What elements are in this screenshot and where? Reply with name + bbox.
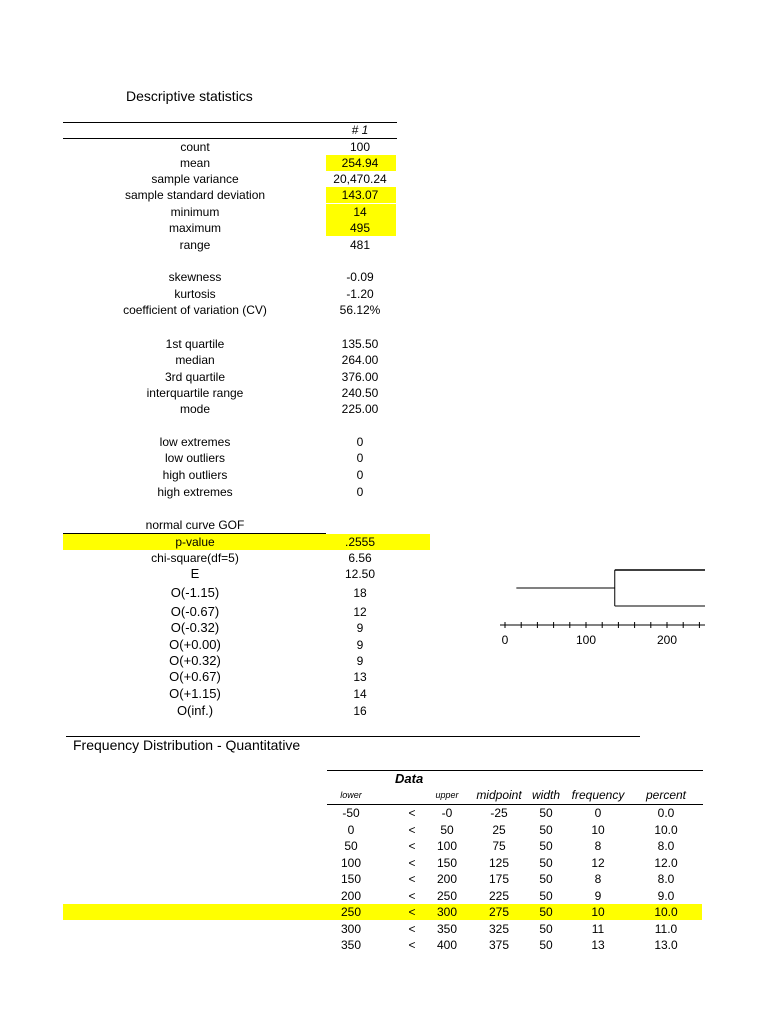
- gof-value: 9: [356, 638, 364, 652]
- stat-value: 254.94: [341, 156, 379, 170]
- frequency-cell: 250: [340, 905, 362, 919]
- frequency-cell: 10.0: [654, 822, 678, 837]
- gof-value: 16: [353, 704, 367, 718]
- frequency-cell: <: [408, 905, 416, 919]
- frequency-cell: 50: [539, 888, 553, 903]
- stat-value: 20,470.24: [333, 172, 387, 186]
- frequency-cell: 0: [594, 806, 602, 820]
- gof-label: E: [190, 566, 200, 581]
- gof-label: O(-0.32): [170, 620, 220, 635]
- boxplot: [500, 560, 705, 655]
- boxplot-tick-label: 200: [656, 633, 678, 647]
- frequency-cell: 11.0: [654, 921, 678, 936]
- column-header: # 1: [351, 123, 369, 137]
- stat-label: low extremes: [159, 435, 231, 449]
- frequency-cell: 300: [340, 921, 362, 936]
- frequency-cell: <: [408, 888, 416, 903]
- gof-label: chi-square(df=5): [151, 551, 239, 565]
- gof-label: O(+0.67): [169, 669, 221, 684]
- frequency-cell: 50: [440, 822, 454, 837]
- frequency-cell: 150: [436, 855, 458, 870]
- frequency-cell: 12: [591, 855, 605, 870]
- frequency-cell: 50: [539, 839, 553, 853]
- frequency-cell: 225: [488, 888, 510, 903]
- frequency-cell: 50: [539, 921, 553, 936]
- gof-label: O(-1.15): [170, 585, 220, 600]
- stat-label: coefficient of variation (CV): [123, 303, 267, 317]
- frequency-cell: 0: [347, 822, 355, 837]
- frequency-cell: <: [408, 855, 416, 870]
- stat-label: minimum: [170, 205, 220, 219]
- stat-label: sample variance: [151, 172, 239, 186]
- frequency-cell: 8: [594, 872, 602, 886]
- stat-label: mode: [179, 402, 211, 416]
- frequency-cell: 375: [488, 938, 510, 952]
- stat-value: 0: [356, 451, 364, 465]
- frequency-cell: <: [408, 822, 416, 837]
- frequency-cell: 200: [436, 872, 458, 886]
- frequency-column-header: lower: [340, 790, 362, 800]
- frequency-cell: 150: [340, 872, 362, 886]
- gof-value: 14: [353, 687, 367, 701]
- frequency-cell: 50: [539, 905, 553, 919]
- frequency-cell: 0.0: [657, 806, 675, 820]
- frequency-cell: 50: [539, 822, 553, 837]
- frequency-cell: 8: [594, 839, 602, 853]
- frequency-column-header: percent: [645, 788, 687, 802]
- frequency-cell: 8.0: [657, 872, 675, 886]
- gof-label: O(+1.15): [169, 686, 221, 701]
- gof-label: O(+0.32): [169, 653, 221, 668]
- frequency-cell: 125: [488, 855, 510, 870]
- gof-label: O(inf.): [176, 703, 214, 718]
- gof-value: 12.50: [344, 567, 376, 581]
- frequency-column-header: upper: [435, 790, 459, 800]
- stat-value: 14: [353, 205, 367, 219]
- frequency-cell: 9.0: [657, 888, 675, 903]
- stat-label: 3rd quartile: [164, 370, 226, 384]
- stat-value: 495: [349, 221, 371, 235]
- frequency-cell: 50: [539, 938, 553, 952]
- frequency-cell: 100: [436, 839, 458, 853]
- stat-label: interquartile range: [146, 386, 244, 400]
- stat-value: 240.50: [341, 386, 379, 400]
- frequency-cell: <: [408, 806, 416, 820]
- frequency-cell: 13: [591, 938, 605, 952]
- frequency-cell: 325: [488, 921, 510, 936]
- frequency-cell: -50: [342, 806, 360, 820]
- boxplot-tick-label: 0: [501, 633, 509, 647]
- frequency-cell: 10: [591, 905, 605, 919]
- gof-label: O(+0.00): [169, 637, 221, 652]
- gof-value: 18: [353, 586, 367, 600]
- frequency-cell: 350: [436, 921, 458, 936]
- frequency-top-rule: [327, 770, 703, 771]
- frequency-cell: -25: [490, 806, 508, 820]
- stat-label: skewness: [168, 270, 222, 284]
- frequency-cell: <: [408, 872, 416, 886]
- stat-label: mean: [179, 156, 211, 170]
- frequency-cell: -0: [441, 806, 453, 820]
- gof-value: 9: [356, 654, 364, 668]
- frequency-cell: 75: [492, 839, 506, 853]
- gof-value: 6.56: [348, 551, 372, 565]
- gof-value: 9: [356, 621, 364, 635]
- frequency-column-header: frequency: [571, 788, 625, 802]
- frequency-cell: 10: [591, 822, 605, 837]
- frequency-cell: 12.0: [654, 855, 678, 870]
- frequency-cell: 175: [488, 872, 510, 886]
- frequency-cell: <: [408, 921, 416, 936]
- frequency-title: Frequency Distribution - Quantitative: [73, 737, 301, 753]
- stat-label: sample standard deviation: [124, 188, 266, 202]
- stat-value: 481: [349, 238, 371, 252]
- stat-value: 0: [356, 468, 364, 482]
- frequency-cell: <: [408, 839, 416, 853]
- frequency-cell: 100: [340, 855, 362, 870]
- stat-label: range: [179, 238, 211, 252]
- frequency-cell: 250: [436, 888, 458, 903]
- frequency-column-header: midpoint: [476, 788, 522, 802]
- frequency-cell: 8.0: [657, 839, 675, 853]
- boxplot-tick-label: 100: [575, 633, 597, 647]
- frequency-cell: 9: [594, 888, 602, 903]
- stat-label: maximum: [168, 221, 221, 235]
- frequency-title-rule: [66, 736, 640, 737]
- frequency-cell: 50: [539, 806, 553, 820]
- frequency-cell: 25: [492, 822, 506, 837]
- stat-value: 225.00: [341, 402, 379, 416]
- gof-label: O(-0.67): [170, 604, 220, 619]
- gof-label: p-value: [175, 535, 215, 549]
- stat-value: 0: [356, 485, 364, 499]
- stat-value: 56.12%: [339, 303, 381, 317]
- descriptive-title: Descriptive statistics: [126, 88, 253, 104]
- stat-value: 135.50: [341, 337, 379, 351]
- stat-value: 0: [356, 435, 364, 449]
- stat-value: 264.00: [341, 353, 379, 367]
- stat-label: count: [180, 140, 210, 154]
- frequency-cell: <: [408, 938, 416, 952]
- frequency-cell: 400: [436, 938, 458, 952]
- frequency-cell: 50: [539, 872, 553, 886]
- gof-value: 12: [353, 605, 367, 619]
- stat-label: high extremes: [157, 485, 233, 499]
- frequency-cell: 13.0: [654, 938, 678, 952]
- stat-value: 100: [349, 140, 371, 154]
- frequency-cell: 10.0: [654, 905, 678, 919]
- stat-label: kurtosis: [174, 287, 216, 301]
- frequency-group-header: Data: [395, 771, 424, 786]
- gof-value: .2555: [344, 535, 376, 549]
- stat-label: median: [175, 353, 215, 367]
- stat-label: 1st quartile: [165, 337, 225, 351]
- frequency-cell: 50: [539, 855, 553, 870]
- frequency-cell: 300: [436, 905, 458, 919]
- stat-label: high outliers: [162, 468, 228, 482]
- stat-value: 376.00: [341, 370, 379, 384]
- gof-value: 13: [353, 670, 367, 684]
- gof-title: normal curve GOF: [145, 518, 245, 532]
- frequency-cell: 11: [591, 921, 605, 936]
- stat-value: 143.07: [341, 188, 379, 202]
- stat-value: -1.20: [346, 287, 374, 301]
- frequency-column-header: width: [531, 788, 560, 802]
- stat-label: low outliers: [164, 451, 226, 465]
- frequency-cell: 350: [340, 938, 362, 952]
- stat-value: -0.09: [346, 270, 374, 284]
- frequency-cell: 200: [340, 888, 362, 903]
- frequency-cell: 275: [488, 905, 510, 919]
- frequency-cell: 50: [344, 839, 358, 853]
